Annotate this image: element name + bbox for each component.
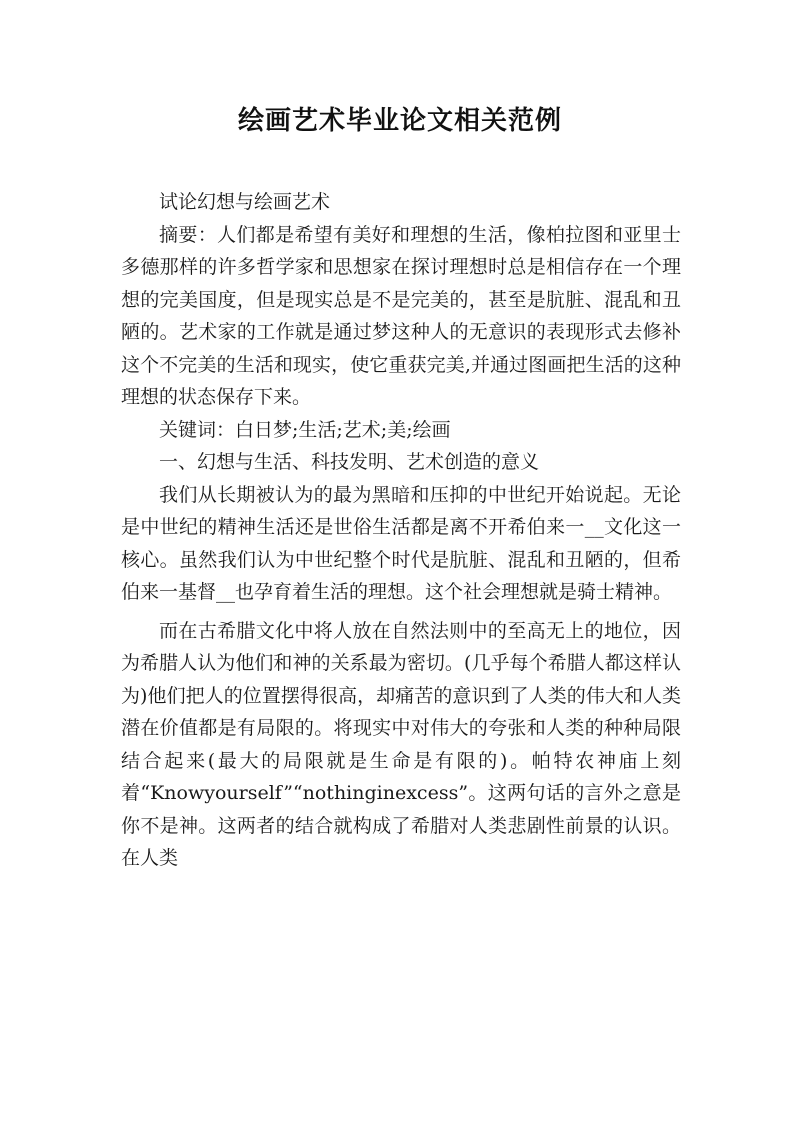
keywords-paragraph: 关键词：白日梦;生活;艺术;美;绘画: [159, 418, 451, 441]
subtitle-paragraph: 试论幻想与绘画艺术: [159, 191, 331, 213]
document-title: 绘画艺术毕业论文相关范例: [237, 106, 562, 136]
body-paragraph: 我们从长期被认为的最为黑暗和压抑的中世纪开始说起。无论是中世纪的精神生活还是世俗生活都是离不开希伯来一__文化这一核心。虽然我们认为中世纪整个时代是肮脏、混乱和丑陋的，但希伯来一基督__也孕育着生活的理想。这个社会理想就是骑士精神。: [121, 483, 681, 603]
body-paragraph: 而在古希腊文化中将人放在自然法则中的至高无上的地位，因为希腊人认为他们和神的关系最为密切。(几乎每个希腊人都这样认为)他们把人的位置摆得很高，却痛苦的意识到了人类的伟大和人类潜在价值都是有局限的。将现实中对伟大的夸张和人类的种种局限结合起来(最大的局限就是生命是有限的)。帕特农神庙上刻着“Knowyourself”“nothinginexcess”。这两句话的言外之意是你不是神。这两者的结合就构成了希腊对人类悲剧性前景的认识。在人类: [121, 619, 681, 869]
section-heading: 一、幻想与生活、科技发明、艺术创造的意义: [159, 451, 540, 473]
abstract-paragraph: 摘要：人们都是希望有美好和理想的生活，像柏拉图和亚里士多德那样的许多哲学家和思想家在探讨理想时总是相信存在一个理想的完美国度，但是现实总是不是完美的，甚至是肮脏、混乱和丑陋的。艺术家的工作就是通过梦这种人的无意识的表现形式去修补这个不完美的生活和现实，使它重获完美,并通过图画把生活的这种理想的状态保存下来。: [121, 223, 681, 408]
document-body: [121, 186, 681, 875]
